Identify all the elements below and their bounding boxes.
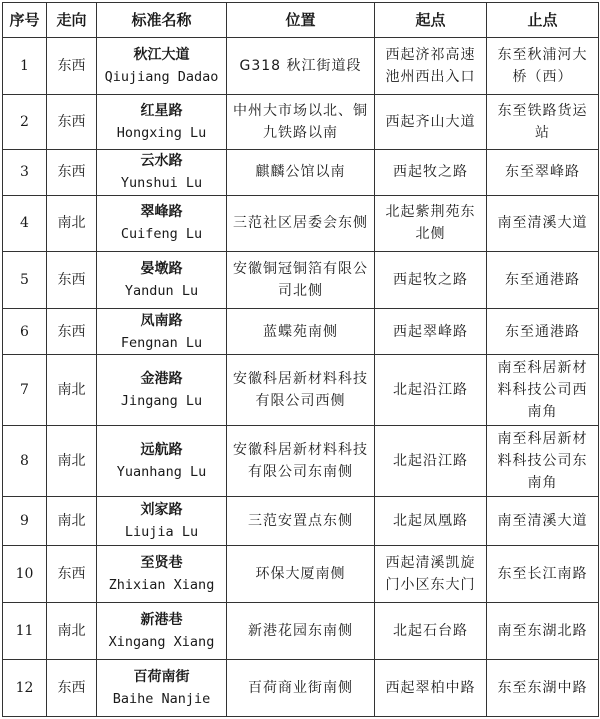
row-end: 南至东湖北路: [487, 603, 599, 660]
row-dir: 南北: [47, 426, 97, 497]
row-end: 南至清溪大道: [487, 497, 599, 546]
road-name-chinese: 红星路: [140, 102, 183, 119]
row-end: 东至秋浦河大桥（西）: [487, 38, 599, 95]
row-name: [97, 94, 227, 149]
row-dir: 东西: [47, 252, 97, 309]
row-num: 8: [3, 426, 47, 497]
road-name-chinese: 至贤巷: [140, 555, 183, 572]
header-dir: 走向: [47, 3, 97, 38]
road-name-chinese: 新港巷: [140, 612, 183, 629]
table-row: [3, 355, 599, 426]
row-start: 北起石台路: [375, 603, 487, 660]
row-dir: 南北: [47, 603, 97, 660]
road-name-chinese: 秋江大道: [133, 46, 190, 63]
row-start: 西起牧之路: [375, 252, 487, 309]
row-name: [97, 426, 227, 497]
road-name-pinyin: Yuanhang Lu: [116, 464, 207, 481]
row-end: 东至东湖中路: [487, 660, 599, 717]
row-location: 新港花园东南侧: [227, 603, 375, 660]
table-row: [3, 149, 599, 195]
road-name-chinese: 凤南路: [140, 312, 183, 329]
table-row: [3, 309, 599, 355]
row-name: [97, 546, 227, 603]
header-row: [3, 3, 599, 38]
row-location: 安徽铜冠铜箔有限公司北侧: [227, 252, 375, 309]
row-name: [97, 355, 227, 426]
row-location: 麒麟公馆以南: [227, 149, 375, 195]
row-start: 西起济祁高速池州西出入口: [375, 38, 487, 95]
road-name-pinyin: Hongxing Lu: [116, 124, 207, 141]
row-end: 南至科居新材料科技公司西南角: [487, 355, 599, 426]
header-start: 起点: [375, 3, 487, 38]
row-dir: 南北: [47, 195, 97, 252]
row-end: 东至铁路货运站: [487, 94, 599, 149]
row-end: 东至长江南路: [487, 546, 599, 603]
row-num: 10: [3, 546, 47, 603]
row-dir: 南北: [47, 355, 97, 426]
row-num: 5: [3, 252, 47, 309]
row-end: 南至清溪大道: [487, 195, 599, 252]
row-num: 12: [3, 660, 47, 717]
table-row: [3, 660, 599, 717]
row-start: 西起牧之路: [375, 149, 487, 195]
row-end: 东至通港路: [487, 309, 599, 355]
row-dir: 东西: [47, 149, 97, 195]
row-location: 环保大厦南侧: [227, 546, 375, 603]
row-num: 1: [3, 38, 47, 95]
road-name-pinyin: Liujia Lu: [124, 524, 199, 541]
road-name-chinese: 刘家路: [140, 502, 183, 519]
row-location: 三范社区居委会东侧: [227, 195, 375, 252]
road-name-chinese: 百荷南街: [133, 669, 190, 685]
header-name: 标准名称: [97, 3, 227, 38]
road-name-pinyin: Yunshui Lu: [120, 175, 203, 192]
header-num: 序号: [3, 3, 47, 38]
row-num: 6: [3, 309, 47, 355]
row-num: 3: [3, 149, 47, 195]
row-start: 北起沿江路: [375, 426, 487, 497]
row-name: [97, 309, 227, 355]
table-row: [3, 94, 599, 149]
row-end: 东至通港路: [487, 252, 599, 309]
row-location: G318 秋江街道段: [227, 38, 375, 95]
row-name: [97, 603, 227, 660]
road-names-table: [2, 2, 599, 717]
row-start: 西起翠柏中路: [375, 660, 487, 717]
row-start: 西起翠峰路: [375, 309, 487, 355]
table-row: [3, 497, 599, 546]
road-name-chinese: 远航路: [140, 442, 183, 459]
row-num: 7: [3, 355, 47, 426]
road-name-chinese: 云水路: [140, 153, 183, 170]
row-name: [97, 660, 227, 717]
road-name-pinyin: Yandun Lu: [124, 283, 199, 300]
row-location: 中州大市场以北、铜九铁路以南: [227, 94, 375, 149]
row-end: 东至翠峰路: [487, 149, 599, 195]
row-location: 百荷商业街南侧: [227, 660, 375, 717]
row-name: [97, 252, 227, 309]
road-name-pinyin: Jingang Lu: [120, 393, 203, 410]
row-end: 南至科居新材料科技公司东南角: [487, 426, 599, 497]
row-location: 安徽科居新材料科技有限公司西侧: [227, 355, 375, 426]
row-location: 安徽科居新材料科技有限公司东南侧: [227, 426, 375, 497]
row-start: 北起凤凰路: [375, 497, 487, 546]
row-location: 蓝蝶苑南侧: [227, 309, 375, 355]
road-name-chinese: 翠峰路: [140, 204, 183, 221]
table-row: [3, 252, 599, 309]
road-name-chinese: 金港路: [140, 371, 183, 388]
row-dir: 南北: [47, 497, 97, 546]
table-row: [3, 546, 599, 603]
row-num: 2: [3, 94, 47, 149]
row-dir: 东西: [47, 546, 97, 603]
row-dir: 东西: [47, 94, 97, 149]
row-num: 11: [3, 603, 47, 660]
table-row: [3, 38, 599, 95]
row-dir: 东西: [47, 309, 97, 355]
road-name-pinyin: Fengnan Lu: [120, 334, 203, 351]
row-name: [97, 497, 227, 546]
row-num: 4: [3, 195, 47, 252]
row-dir: 东西: [47, 38, 97, 95]
row-start: 北起紫荆苑东北侧: [375, 195, 487, 252]
row-location: 三范安置点东侧: [227, 497, 375, 546]
header-loc: 位置: [227, 3, 375, 38]
row-name: [97, 195, 227, 252]
row-start: 西起齐山大道: [375, 94, 487, 149]
row-name: [97, 149, 227, 195]
table-row: [3, 195, 599, 252]
road-name-pinyin: Cuifeng Lu: [120, 226, 203, 243]
road-name-pinyin: Xingang Xiang: [108, 634, 215, 651]
header-end: 止点: [487, 3, 599, 38]
table-row: [3, 603, 599, 660]
road-name-chinese: 晏墩路: [140, 261, 183, 278]
row-start: 西起清溪凯旋门小区东大门: [375, 546, 487, 603]
row-dir: 东西: [47, 660, 97, 717]
road-name-pinyin: Qiujiang Dadao: [104, 68, 219, 85]
road-name-pinyin: Baihe Nanjie: [112, 691, 211, 707]
row-name: [97, 38, 227, 95]
row-start: 北起沿江路: [375, 355, 487, 426]
row-num: 9: [3, 497, 47, 546]
road-name-pinyin: Zhixian Xiang: [108, 577, 215, 594]
table-row: [3, 426, 599, 497]
